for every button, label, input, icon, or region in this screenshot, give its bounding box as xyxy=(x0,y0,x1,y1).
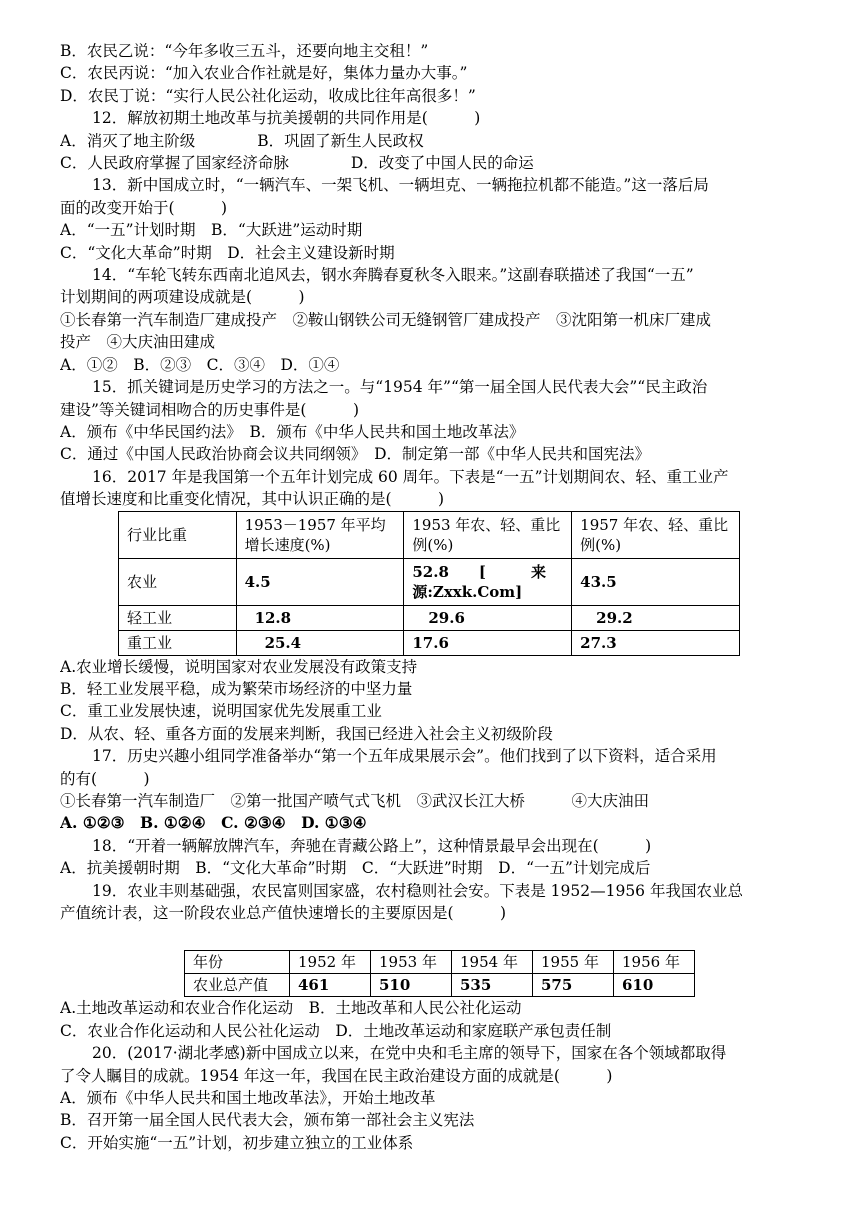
table-cell: 1954 年 xyxy=(452,951,533,974)
table-row xyxy=(185,974,695,997)
option-line: B．农民乙说：“今年多收三五斗，还要向地主交租！” xyxy=(60,42,429,60)
question-15-stem-cont: 建设”等关键词相吻合的历史事件是( ) xyxy=(60,400,360,419)
table-header-cell: 1953－1957 年平均增长速度(%) xyxy=(236,511,404,558)
table-cell: 1952 年 xyxy=(290,951,371,974)
option-line: D．从农、轻、重各方面的发展来判断，我国已经进入社会主义初级阶段 xyxy=(60,724,553,743)
table-cell: 重工业 xyxy=(119,630,237,655)
table-row xyxy=(119,605,740,630)
option-line: A. ①②③ B. ①②④ C. ②③④ D. ①③④ xyxy=(60,813,367,833)
option-line: B．召开第一届全国人民代表大会，颁布第一部社会主义宪法 xyxy=(60,1111,475,1130)
question-19-stem-cont: 产值统计表，这一阶段农业总产值快速增长的主要原因是( ) xyxy=(60,904,507,922)
table-cell: 12.8 xyxy=(236,605,404,630)
table-row xyxy=(119,558,740,605)
table-cell: 29.6 xyxy=(404,605,572,630)
option-line: A．颁布《中华人民共和国土地改革法》，开始土地改革 xyxy=(60,1089,436,1108)
option-line: D．农民丁说：“实行人民公社化运动，收成比往年高很多！” xyxy=(60,86,476,105)
question-19-stem: 19．农业丰则基础强，农民富则国家盛，农村稳则社会安。下表是 1952—1956 年我国农业总 xyxy=(92,881,743,900)
table-cell: 510 xyxy=(371,974,452,997)
item-line: ①长春第一汽车制造厂 ②第一批国产喷气式飞机 ③武汉长江大桥 ④大庆油田 xyxy=(60,791,650,810)
question-20-stem-cont: 了令人瞩目的成就。1954 年这一年，我国在民主政治建设方面的成就是( ) xyxy=(60,1066,613,1085)
table-cell: 1956 年 xyxy=(614,951,695,974)
question-16-stem: 16．2017 年是我国第一个五年计划完成 60 周年。下表是“一五”计划期间农、轻、重工业产 xyxy=(92,467,729,486)
industry-ratio-table xyxy=(118,511,740,656)
option-line: C．农业合作化运动和人民公社化运动 D．土地改革运动和家庭联产承包责任制 xyxy=(60,1021,612,1040)
option-line: C．“文化大革命”时期 D．社会主义建设新时期 xyxy=(60,243,395,262)
table-row xyxy=(185,951,695,974)
table-cell: 27.3 xyxy=(572,630,740,655)
option-line: A．“一五”计划时期 B．“大跃进”运动时期 xyxy=(60,221,363,240)
table-cell: 575 xyxy=(533,974,614,997)
table-cell: 4.5 xyxy=(236,558,404,605)
table-cell: 1955 年 xyxy=(533,951,614,974)
option-line: A．抗美援朝时期 B．“文化大革命”时期 C．“大跃进”时期 D．“一五”计划完成后 xyxy=(60,859,651,878)
option-line: C．重工业发展快速，说明国家优先发展重工业 xyxy=(60,702,382,721)
table-cell: 年份 xyxy=(185,951,290,974)
agri-output-table xyxy=(184,950,695,997)
option-line: C．开始实施“一五”计划，初步建立独立的工业体系 xyxy=(60,1133,414,1152)
question-18-stem: 18．“开着一辆解放牌汽车，奔驰在青藏公路上”，这种情景最早会出现在( ) xyxy=(92,836,652,855)
option-line: A.土地改革运动和农业合作化运动 B．土地改革和人民公社化运动 xyxy=(60,999,522,1018)
table-header-cell: 1953 年农、轻、重比例(%) xyxy=(404,511,572,558)
table-cell: 1953 年 xyxy=(371,951,452,974)
option-line: B．轻工业发展平稳，成为繁荣市场经济的中坚力量 xyxy=(60,679,413,698)
question-12-stem: 12．解放初期土地改革与抗美援朝的共同作用是( ) xyxy=(92,109,481,128)
table-cell: 25.4 xyxy=(236,630,404,655)
option-line: A．颁布《中华民国约法》 B．颁布《中华人民共和国土地改革法》 xyxy=(60,422,525,441)
table-header-row xyxy=(119,511,740,558)
table-cell: 29.2 xyxy=(572,605,740,630)
question-17-stem-cont: 的有( ) xyxy=(60,769,150,788)
option-line: C．农民丙说：“加入农业合作社就是好，集体力量办大事。” xyxy=(60,64,468,83)
question-15-stem: 15．抓关键词是历史学习的方法之一。与“1954 年”“第一届全国人民代表大会”“民主政治 xyxy=(92,378,708,397)
item-line: 投产 ④大庆油田建成 xyxy=(60,333,216,352)
table-cell: 农业总产值 xyxy=(185,974,290,997)
question-14-stem-cont: 计划期间的两项建设成就是( ) xyxy=(60,288,305,307)
question-17-stem: 17．历史兴趣小组同学准备举办“第一个五年成果展示会”。他们找到了以下资料，适合采用 xyxy=(92,747,717,766)
table-header-cell: 行业比重 xyxy=(119,511,237,558)
question-14-stem: 14．“车轮飞转东西南北追风去，钢水奔腾春夏秋冬入眼来。”这副春联描述了我国“一五” xyxy=(92,266,694,285)
table-cell: 轻工业 xyxy=(119,605,237,630)
table-cell: 17.6 xyxy=(404,630,572,655)
exam-page xyxy=(60,40,800,1154)
option-line: C．人民政府掌握了国家经济命脉 D．改变了中国人民的命运 xyxy=(60,154,534,173)
table-cell: 535 xyxy=(452,974,533,997)
table-cell: 461 xyxy=(290,974,371,997)
question-13-stem: 13．新中国成立时，“一辆汽车、一架飞机、一辆坦克、一辆拖拉机都不能造。”这一落后局 xyxy=(92,176,709,195)
option-line: C．通过《中国人民政治协商会议共同纲领》 D．制定第一部《中华人民共和国宪法》 xyxy=(60,445,651,464)
table-row xyxy=(119,630,740,655)
table-header-cell: 1957 年农、轻、重比例(%) xyxy=(572,511,740,558)
option-line: A.农业增长缓慢，说明国家对农业发展没有政策支持 xyxy=(60,657,418,676)
question-16-stem-cont: 值增长速度和比重变化情况，其中认识正确的是( ) xyxy=(60,490,445,509)
item-line: ①长春第一汽车制造厂建成投产 ②鞍山钢铁公司无缝钢管厂建成投产 ③沈阳第一机床厂建成 xyxy=(60,310,712,329)
option-line: A．①② B．②③ C．③④ D．①④ xyxy=(60,355,340,374)
table-cell: 52.8 [ 来源:Zxxk.Com] xyxy=(404,558,572,605)
question-13-stem-cont: 面的改变开始于( ) xyxy=(60,198,228,217)
table-cell: 农业 xyxy=(119,558,237,605)
question-20-stem: 20．(2017·湖北孝感)新中国成立以来，在党中央和毛主席的领导下，国家在各个领域都取得 xyxy=(92,1044,727,1063)
option-line: A．消灭了地主阶级 B．巩固了新生人民政权 xyxy=(60,131,424,150)
table-cell: 610 xyxy=(614,974,695,997)
table-cell: 43.5 xyxy=(572,558,740,605)
